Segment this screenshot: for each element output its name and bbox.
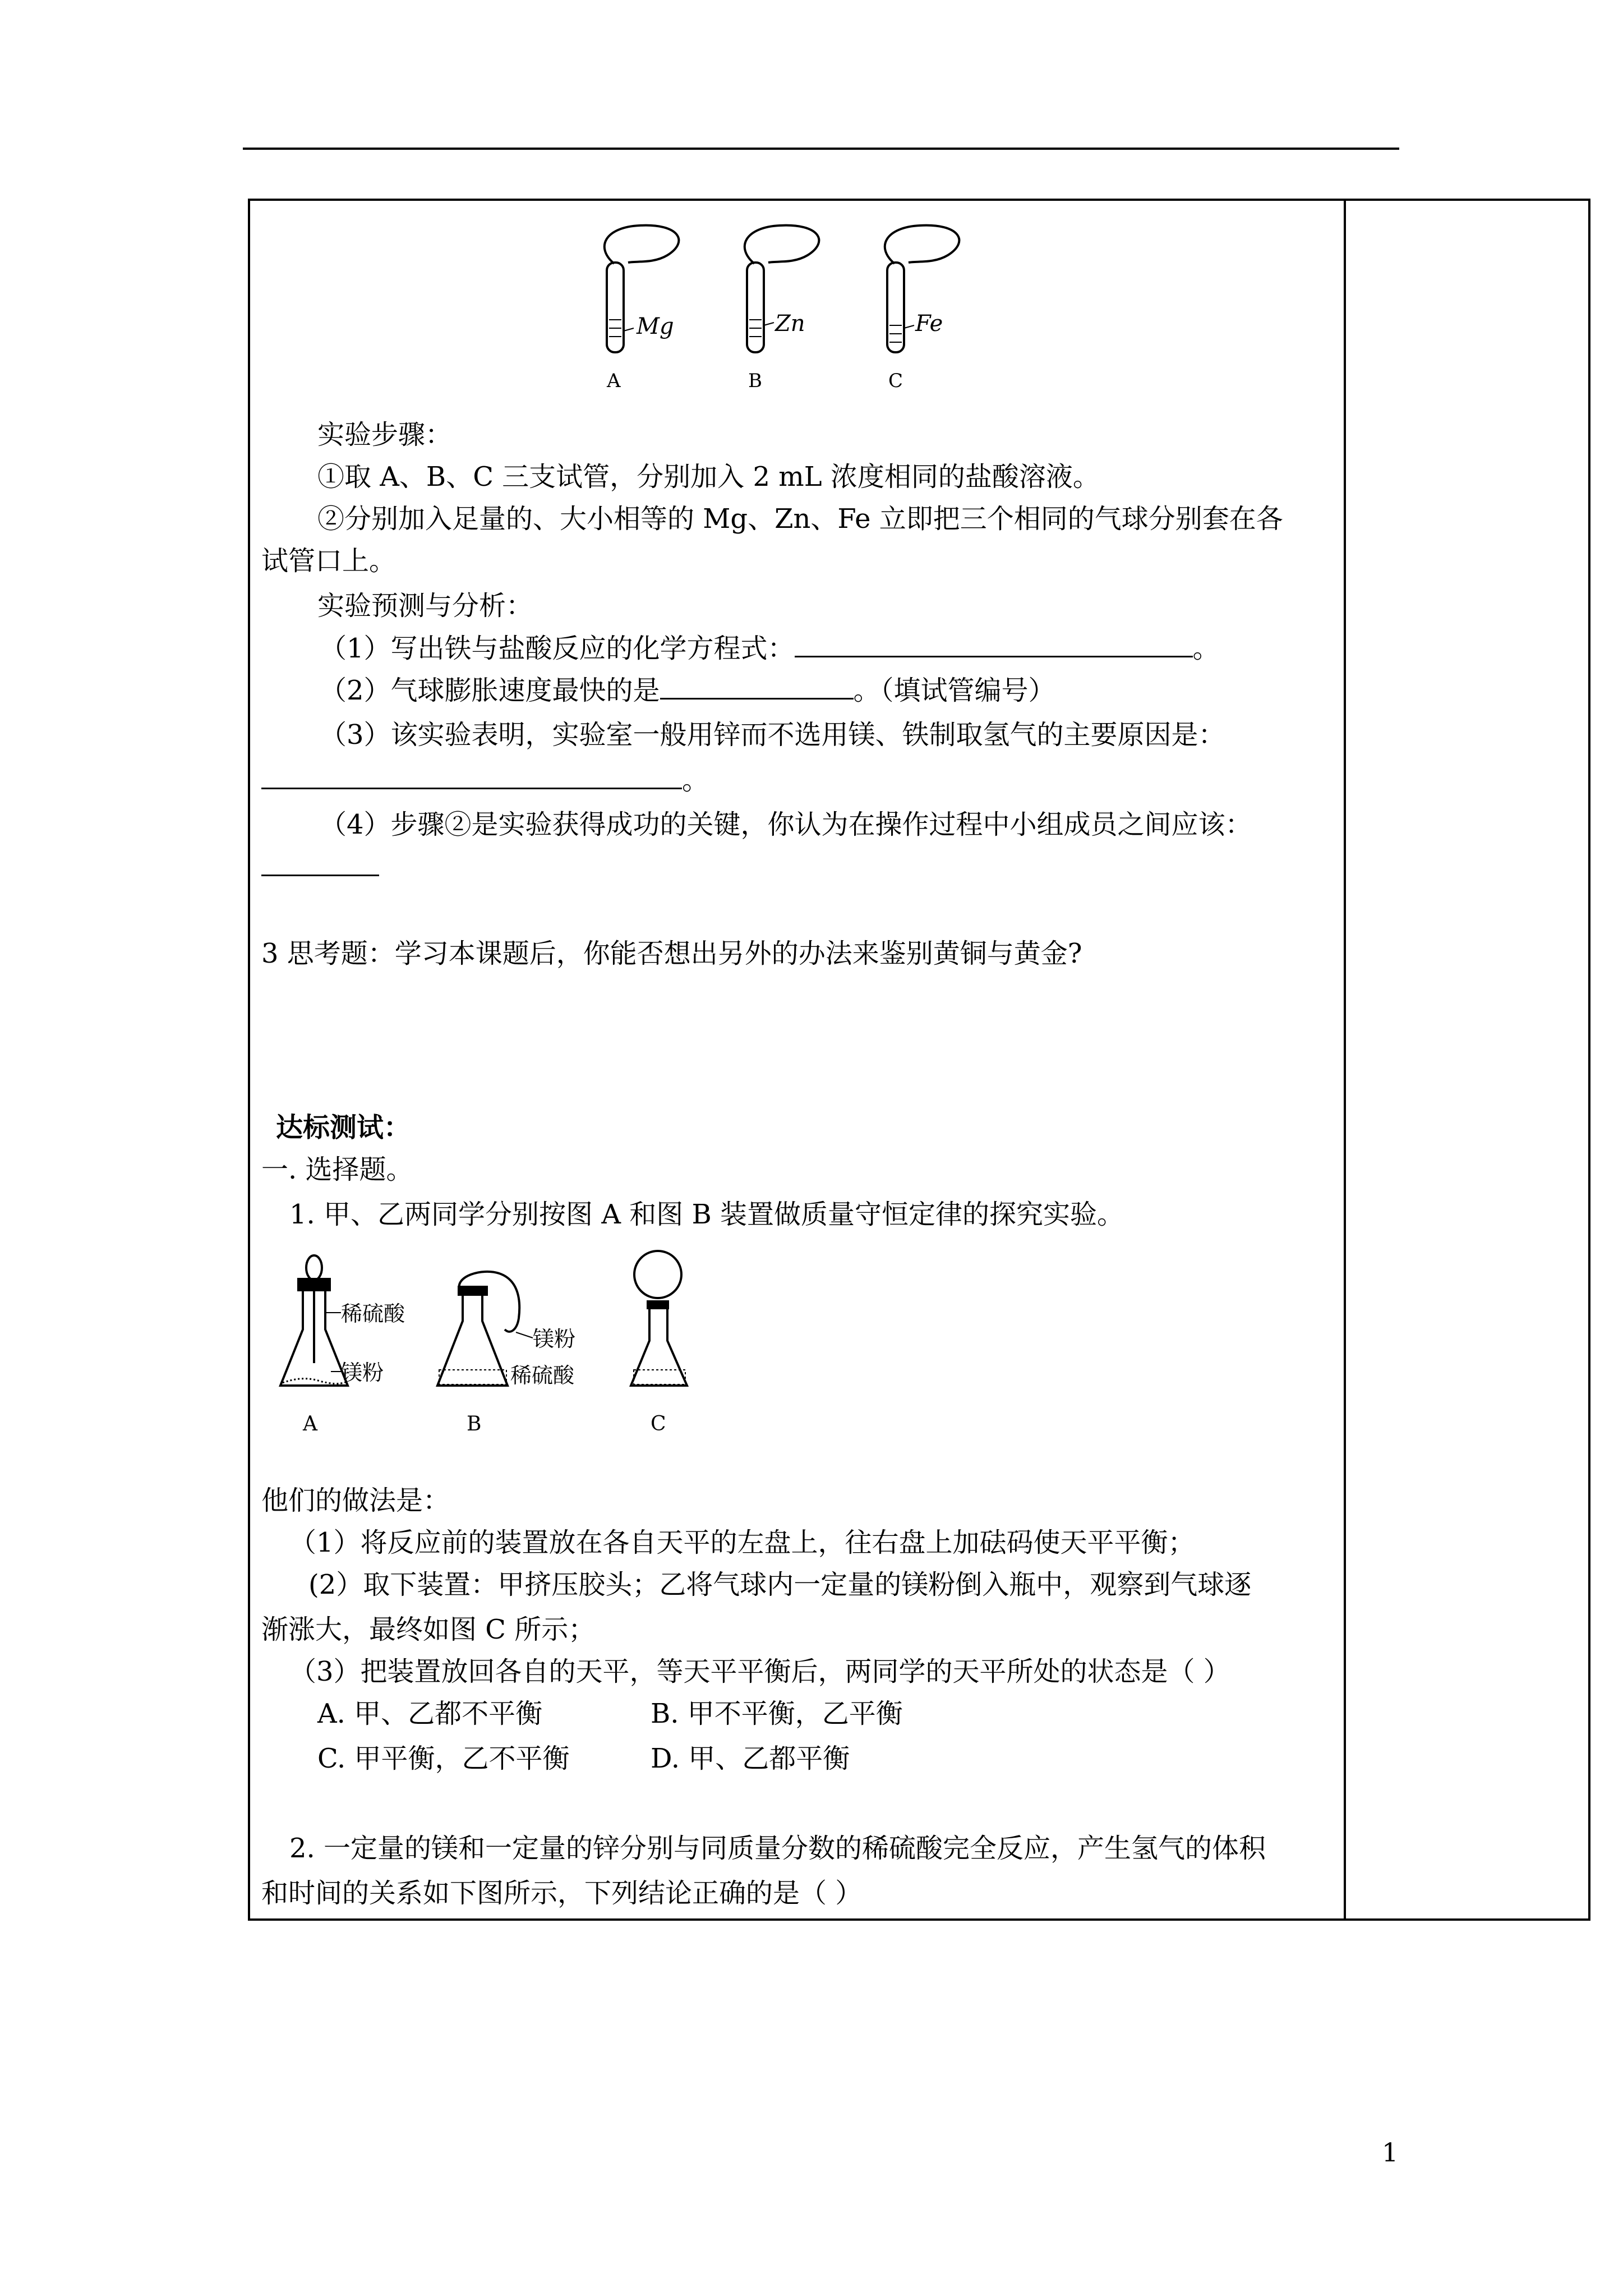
page-number: 1 <box>1382 2137 1399 2168</box>
part-one-heading: 一. 选择题。 <box>261 1154 413 1185</box>
metal-label-a: Mg <box>637 314 674 339</box>
apparatus-label-a: A <box>303 1412 317 1435</box>
question-4-line-2 <box>261 850 379 884</box>
label-mg-powder-b: 镁粉 <box>533 1327 576 1351</box>
step-2-line-1: ②分别加入足量的、大小相等的 Mg、Zn、Fe 立即把三个相同的气球分别套在各 <box>317 503 1283 535</box>
question-1-text: （1）写出铁与盐酸反应的化学方程式： <box>320 633 795 664</box>
label-dilute-acid-b: 稀硫酸 <box>510 1363 575 1388</box>
question-2-text: （2）气球膨胀速度最快的是 <box>320 675 660 706</box>
tube-label-c: C <box>888 370 903 392</box>
question-4-line-1: （4）步骤②是实验获得成功的关键，你认为在操作过程中小组成员之间应该： <box>320 809 1252 840</box>
method-heading: 他们的做法是： <box>261 1485 450 1516</box>
option-d: D. 甲、乙都平衡 <box>651 1743 850 1774</box>
step-1: ①取 A、B、C 三支试管，分别加入 2 mL 浓度相同的盐酸溶液。 <box>317 461 1100 493</box>
option-c: C. 甲平衡，乙不平衡 <box>317 1743 570 1774</box>
answer-blank <box>660 673 854 700</box>
test-question-2-line-1: 2. 一定量的镁和一定量的锌分别与同质量分数的稀硫酸完全反应，产生氢气的体积 <box>289 1833 1266 1864</box>
label-mg-powder-a: 镁粉 <box>341 1360 384 1385</box>
apparatus-label-b: B <box>467 1412 482 1435</box>
label-dilute-acid-a: 稀硫酸 <box>341 1301 405 1326</box>
question-3-line-1: （3）该实验表明，实验室一般用锌而不选用镁、铁制取氢气的主要原因是： <box>320 719 1225 751</box>
tube-label-b: B <box>748 370 762 392</box>
method-step-3: （3）把装置放回各自的天平，等天平平衡后，两同学的天平所处的状态是（ ） <box>289 1656 1230 1687</box>
metal-label-b: Zn <box>775 311 805 337</box>
question-1-end: 。 <box>1192 633 1220 664</box>
question-2 <box>320 673 1055 707</box>
method-step-2-line-2: 渐涨大，最终如图 C 所示； <box>261 1614 596 1645</box>
test-question-1-stem: 1. 甲、乙两同学分别按图 A 和图 B 装置做质量守恒定律的探究实验。 <box>289 1199 1124 1230</box>
metal-label-c: Fe <box>915 311 943 337</box>
method-step-1: （1）将反应前的装置放在各自天平的左盘上，往右盘上加砝码使天平平衡； <box>289 1527 1195 1558</box>
option-a: A. 甲、乙都不平衡 <box>317 1698 543 1729</box>
answer-blank <box>261 763 682 789</box>
apparatus-c <box>631 1251 687 1386</box>
answer-blank <box>261 850 379 876</box>
question-3-line-2 <box>261 763 709 797</box>
step-2-line-2: 试管口上。 <box>261 545 396 577</box>
table-column-divider <box>1344 201 1346 1918</box>
question-1 <box>320 631 1220 665</box>
test-tube-figure <box>583 219 998 404</box>
test-heading: 达标测试： <box>276 1112 411 1143</box>
apparatus-figure <box>269 1245 707 1447</box>
analysis-heading: 实验预测与分析： <box>317 590 533 622</box>
option-b: B. 甲不平衡，乙平衡 <box>651 1698 903 1729</box>
apparatus-label-c: C <box>651 1412 666 1435</box>
tube-label-a: A <box>607 370 621 392</box>
apparatus-a <box>280 1255 348 1386</box>
test-question-2-line-2: 和时间的关系如下图所示，下列结论正确的是（ ） <box>261 1878 863 1909</box>
question-2-end: 。（填试管编号） <box>853 675 1055 706</box>
thinking-question: 3 思考题：学习本课题后，你能否想出另外的办法来鉴别黄铜与黄金? <box>261 938 1082 969</box>
answer-blank <box>795 631 1193 657</box>
steps-heading: 实验步骤： <box>317 419 453 450</box>
question-3-end: 。 <box>682 765 709 796</box>
method-step-2-line-1: (2）取下装置：甲挤压胶头；乙将气球内一定量的镁粉倒入瓶中，观察到气球逐 <box>308 1569 1252 1600</box>
header-rule <box>243 148 1399 150</box>
